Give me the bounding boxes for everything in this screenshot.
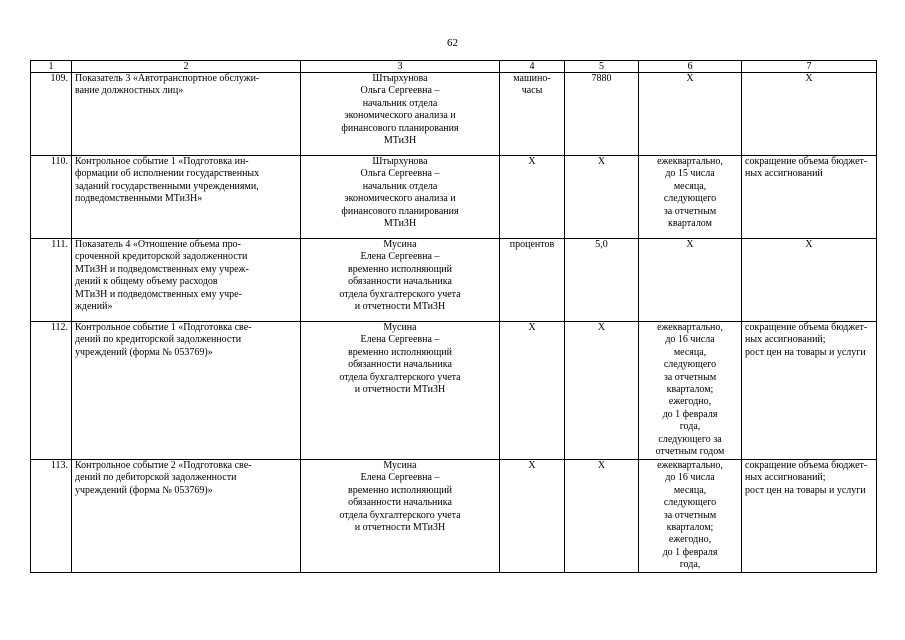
row-number: 111.	[31, 239, 72, 322]
risk-description: сокращение объема бюджет- ных ассигнований	[742, 156, 877, 239]
deadline: X	[639, 239, 742, 322]
responsible-person: Штырхунова Ольга Сергеевна – начальник отдела экономического анализа и финансового планирования МТиЗН	[301, 156, 500, 239]
row-number: 109.	[31, 73, 72, 156]
column-header-7: 7	[742, 61, 877, 73]
responsible-person: Штырхунова Ольга Сергеевна – начальник отдела экономического анализа и финансового планирования МТиЗН	[301, 73, 500, 156]
table-row	[31, 73, 877, 156]
table-row	[31, 239, 877, 322]
column-header-4: 4	[500, 61, 565, 73]
unit-of-measure: X	[500, 322, 565, 460]
column-header-1: 1	[31, 61, 72, 73]
item-name: Контрольное событие 1 «Подготовка све- дений по кредиторской задолженности учреждений (форма № 053769)»	[72, 322, 301, 460]
column-header-2: 2	[72, 61, 301, 73]
risk-description: X	[742, 239, 877, 322]
target-value: X	[565, 460, 639, 573]
unit-of-measure: X	[500, 460, 565, 573]
column-header-6: 6	[639, 61, 742, 73]
table-row	[31, 460, 877, 573]
plan-table	[30, 60, 877, 573]
responsible-person: Мусина Елена Сергеевна – временно исполняющий обязанности начальника отдела бухгалтерского учета и отчетности МТиЗН	[301, 239, 500, 322]
target-value: 7880	[565, 73, 639, 156]
target-value: 5,0	[565, 239, 639, 322]
row-number: 110.	[31, 156, 72, 239]
column-header-3: 3	[301, 61, 500, 73]
deadline: X	[639, 73, 742, 156]
deadline: ежеквартально, до 15 числа месяца, следующего за отчетным кварталом	[639, 156, 742, 239]
risk-description: сокращение объема бюджет- ных ассигнований; рост цен на товары и услуги	[742, 460, 877, 573]
column-header-5: 5	[565, 61, 639, 73]
deadline: ежеквартально, до 16 числа месяца, следующего за отчетным кварталом; ежегодно, до 1 февраля года,	[639, 460, 742, 573]
item-name: Показатель 4 «Отношение объема про- сроченной кредиторской задолженности МТиЗН и подведомственных ему учреж- дений к общему объему расходов МТиЗН и подведомственных ему учре- ждений»	[72, 239, 301, 322]
item-name: Контрольное событие 1 «Подготовка ин- формации об исполнении государственных заданий государственными учреждениями, подведомственными МТиЗН»	[72, 156, 301, 239]
target-value: X	[565, 322, 639, 460]
column-number-row	[31, 61, 877, 73]
table-row	[31, 322, 877, 460]
risk-description: X	[742, 73, 877, 156]
item-name: Показатель 3 «Автотранспортное обслужи- вание должностных лиц»	[72, 73, 301, 156]
deadline: ежеквартально, до 16 числа месяца, следующего за отчетным кварталом; ежегодно, до 1 февраля года, следующего за отчетным годом	[639, 322, 742, 460]
row-number: 113.	[31, 460, 72, 573]
unit-of-measure: машино- часы	[500, 73, 565, 156]
responsible-person: Мусина Елена Сергеевна – временно исполняющий обязанности начальника отдела бухгалтерского учета и отчетности МТиЗН	[301, 460, 500, 573]
page-number: 62	[447, 37, 458, 49]
item-name: Контрольное событие 2 «Подготовка све- дений по дебиторской задолженности учреждений (форма № 053769)»	[72, 460, 301, 573]
unit-of-measure: X	[500, 156, 565, 239]
row-number: 112.	[31, 322, 72, 460]
table-row	[31, 156, 877, 239]
unit-of-measure: процентов	[500, 239, 565, 322]
responsible-person: Мусина Елена Сергеевна – временно исполняющий обязанности начальника отдела бухгалтерского учета и отчетности МТиЗН	[301, 322, 500, 460]
target-value: X	[565, 156, 639, 239]
risk-description: сокращение объема бюджет- ных ассигнований; рост цен на товары и услуги	[742, 322, 877, 460]
